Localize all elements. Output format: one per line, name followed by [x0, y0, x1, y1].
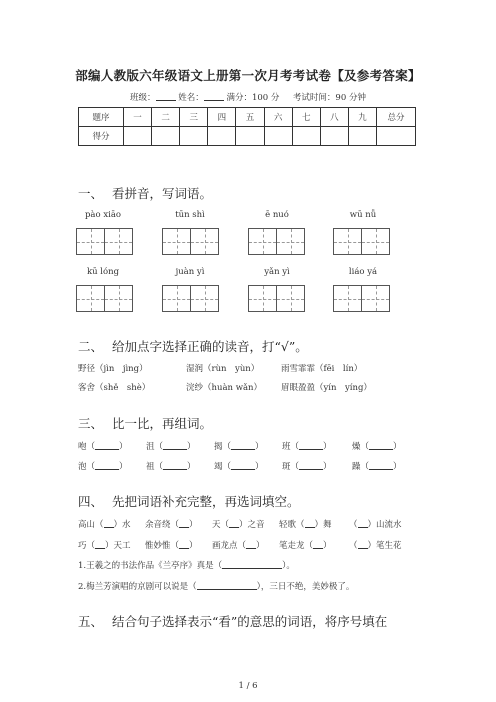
section-1-heading: [78, 184, 212, 202]
section-text: 比一比，再组词。: [112, 416, 213, 431]
header-cell: 二: [152, 108, 180, 127]
char-box[interactable]: [76, 228, 105, 255]
char-box[interactable]: [162, 228, 191, 255]
char-box[interactable]: [333, 285, 362, 312]
section-2-heading: [78, 337, 308, 355]
pinyin: kū lóng: [86, 267, 120, 277]
class-blank[interactable]: [156, 92, 176, 101]
score-cell[interactable]: [236, 127, 264, 146]
char-box[interactable]: [104, 228, 133, 255]
s3-item[interactable]: 躁（ ）: [352, 462, 402, 472]
header-cell: 五: [236, 108, 264, 127]
s4-item[interactable]: （ ）笔生花: [349, 541, 402, 551]
name-blank[interactable]: [204, 92, 224, 101]
s2-item[interactable]: 湿润（rùn yùn）: [186, 364, 260, 374]
s4-item[interactable]: 天（ ）之音: [212, 520, 265, 530]
char-box[interactable]: [162, 285, 191, 312]
s4-item[interactable]: （ ）山流水: [349, 520, 402, 530]
s3-item[interactable]: 竭（ ）: [214, 462, 264, 472]
score-cell[interactable]: [264, 127, 292, 146]
pinyin: wū nǚ: [349, 210, 377, 220]
s4-question-1[interactable]: 1.王羲之的书法作品《兰亭序》真是（ ）。: [78, 561, 295, 571]
char-box[interactable]: [276, 285, 305, 312]
header-cell: 四: [208, 108, 236, 127]
char-box[interactable]: [276, 228, 305, 255]
s2-item[interactable]: 客舍（shě shè）: [78, 383, 151, 393]
char-box[interactable]: [104, 285, 133, 312]
s3-item[interactable]: 燥（ ）: [352, 442, 402, 452]
section-3-heading: [78, 414, 212, 432]
header-cell: 题序: [79, 108, 124, 127]
class-label: 班级：: [130, 93, 156, 103]
s2-item[interactable]: 浣纱（huàn wǎn）: [186, 383, 263, 393]
page-number: 1 / 6: [238, 681, 258, 691]
s4-item[interactable]: 惟妙惟（ ）: [145, 541, 198, 551]
header-cell: 六: [264, 108, 292, 127]
s2-item[interactable]: 雨雪霏霏（fēi lín）: [281, 364, 363, 374]
header-cell: 九: [348, 108, 376, 127]
char-box[interactable]: [361, 285, 390, 312]
score-cell[interactable]: [377, 127, 416, 146]
score-header-row: [79, 108, 416, 127]
score-cell[interactable]: [292, 127, 320, 146]
s3-item[interactable]: 祖（ ）: [146, 462, 196, 472]
section-number: 一、: [78, 186, 104, 201]
s4-item[interactable]: 高山（ ）水: [78, 520, 131, 530]
score-value-row: [79, 127, 416, 146]
section-number: 四、: [78, 494, 104, 509]
s2-item[interactable]: 野径（jìn jìng）: [78, 364, 148, 374]
section-text: 给加点字选择正确的读音，打“√”。: [112, 339, 308, 354]
pinyin: liáo yá: [348, 267, 378, 277]
char-box[interactable]: [361, 228, 390, 255]
pinyin: yǎn yì: [264, 267, 290, 277]
exam-time: 考试时间：90 分钟: [292, 93, 366, 103]
char-box[interactable]: [190, 228, 219, 255]
s4-item[interactable]: 画龙点（ ）: [212, 541, 265, 551]
char-box[interactable]: [248, 228, 277, 255]
section-text: 结合句子选择表示“看”的意思的词语，将序号填在: [112, 614, 388, 629]
name-label: 姓名：: [178, 93, 204, 103]
exam-info: [0, 91, 496, 103]
score-cell[interactable]: [180, 127, 208, 146]
pinyin: juàn yì: [175, 267, 205, 277]
header-cell: 三: [180, 108, 208, 127]
score-cell[interactable]: [348, 127, 376, 146]
s4-item[interactable]: 余音绕（ ）: [145, 520, 198, 530]
section-text: 先把词语补充完整，再选词填空。: [112, 494, 300, 509]
section-number: 三、: [78, 416, 104, 431]
pinyin: pào xiāo: [84, 210, 122, 220]
row-label: 得分: [79, 127, 124, 146]
char-box[interactable]: [190, 285, 219, 312]
s4-question-2[interactable]: 2.梅兰芳演唱的京剧可以说是（ ），三日不绝，美妙极了。: [78, 582, 355, 592]
s4-item[interactable]: 笔走龙（ ）: [279, 541, 332, 551]
char-box[interactable]: [248, 285, 277, 312]
section-number: 五、: [78, 614, 104, 629]
header-cell: 总分: [377, 108, 416, 127]
s3-item[interactable]: 咆（ ）: [78, 442, 128, 452]
header-cell: 八: [320, 108, 348, 127]
section-5-heading: [78, 612, 387, 630]
score-cell[interactable]: [124, 127, 152, 146]
section-number: 二、: [78, 339, 104, 354]
char-box[interactable]: [76, 285, 105, 312]
exam-title: 部编人教版六年级语文上册第一次月考考试卷【及参考答案】: [75, 68, 421, 83]
pinyin: tūn shì: [175, 210, 205, 220]
score-cell[interactable]: [208, 127, 236, 146]
score-table: [78, 107, 416, 146]
header-cell: 七: [292, 108, 320, 127]
pinyin: ē nuó: [265, 210, 289, 220]
s4-item[interactable]: 巧（ ）天工: [78, 541, 131, 551]
score-cell[interactable]: [320, 127, 348, 146]
header-cell: 一: [124, 108, 152, 127]
score-cell[interactable]: [152, 127, 180, 146]
s3-item[interactable]: 斑（ ）: [282, 462, 332, 472]
section-4-heading: [78, 492, 300, 510]
full-score: 满分：100 分: [226, 93, 280, 103]
s3-item[interactable]: 泡（ ）: [78, 462, 128, 472]
s3-item[interactable]: 班（ ）: [282, 442, 332, 452]
section-text: 看拼音，写词语。: [112, 186, 213, 201]
char-box[interactable]: [333, 228, 362, 255]
s3-item[interactable]: 沮（ ）: [146, 442, 196, 452]
s3-item[interactable]: 揭（ ）: [214, 442, 264, 452]
s2-item[interactable]: 眉眼盈盈（yín yíng）: [281, 383, 372, 393]
s4-item[interactable]: 轻歌（ ）舞: [279, 520, 332, 530]
